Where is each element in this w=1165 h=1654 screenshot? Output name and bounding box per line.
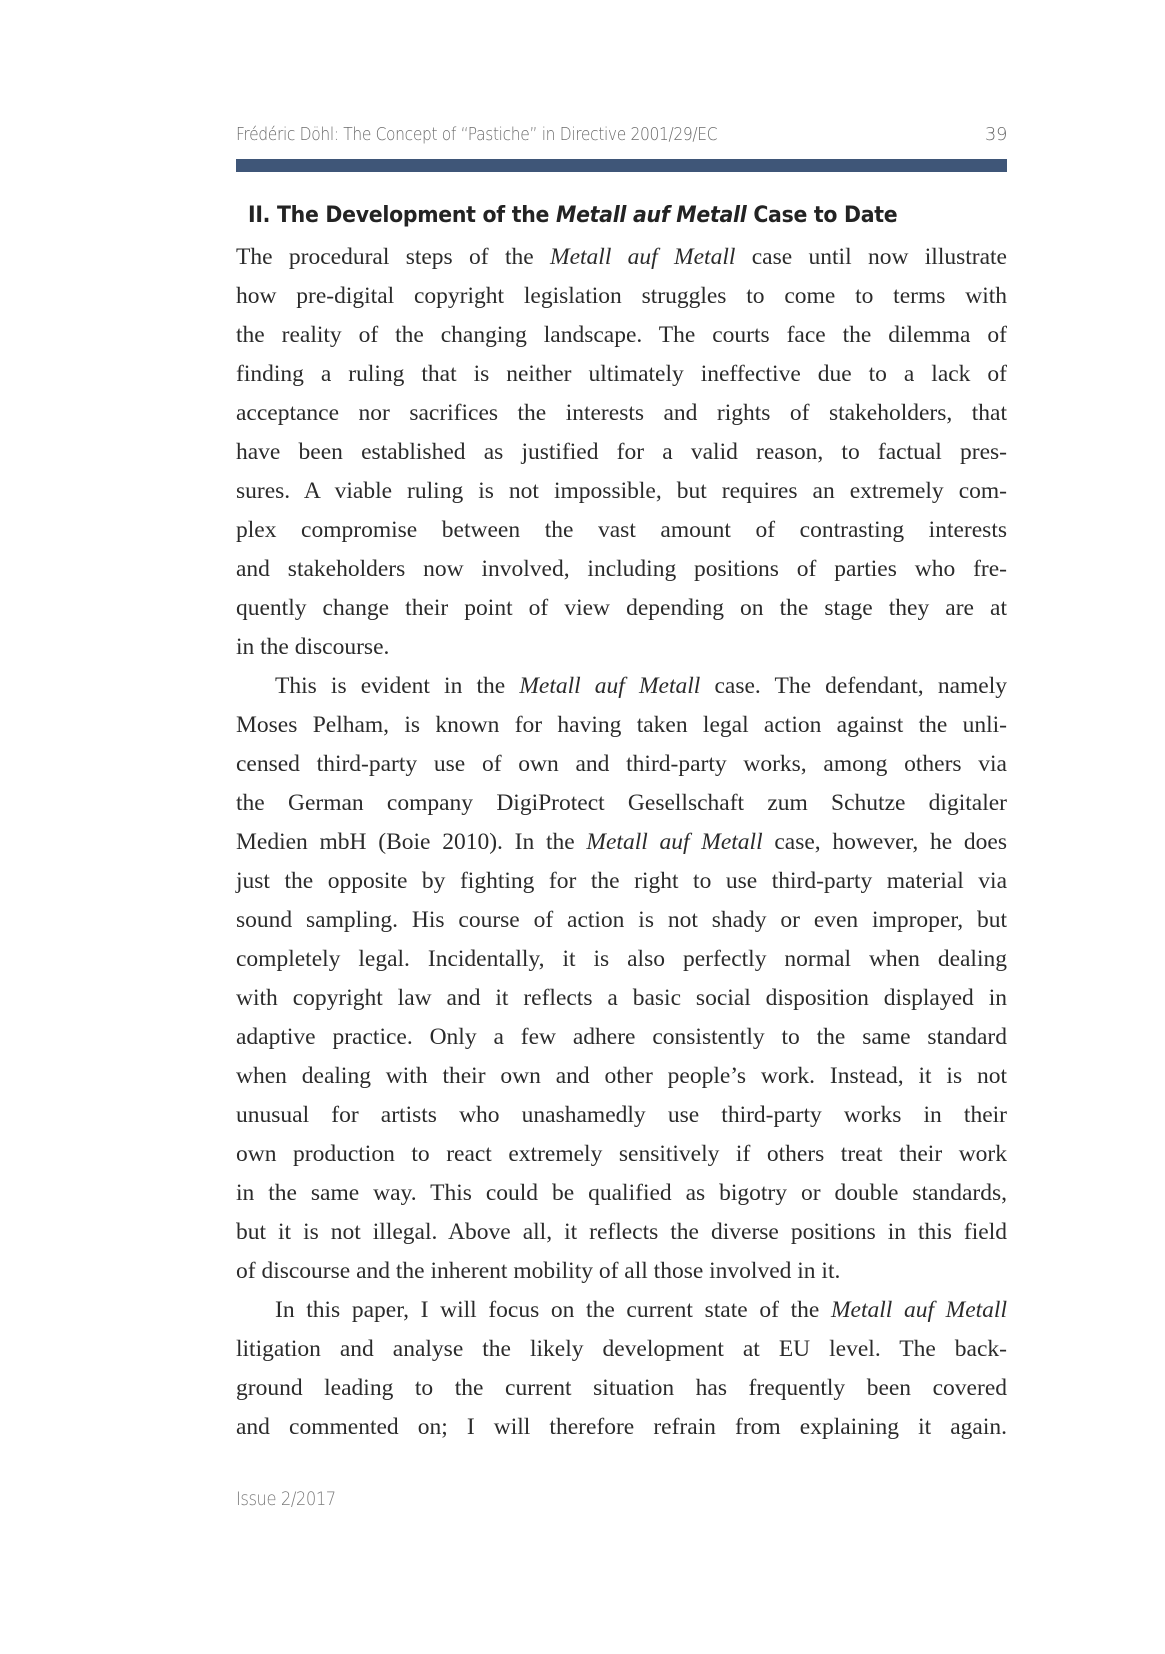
text-run: but it is not illegal. Above all, it reflects the diverse positions in this field	[236, 1219, 1007, 1245]
text-run: unusual for artists who unashamedly use third-party works in their	[236, 1102, 1007, 1128]
text-line	[236, 1135, 1007, 1174]
text-line	[236, 1369, 1007, 1408]
text-run: sures. A viable ruling is not impossible, but requires an extremely com-	[236, 478, 1007, 504]
section-heading-italic: Metall auf Metall	[555, 203, 747, 228]
text-run: acceptance nor sacrifices the interests and rights of stakeholders, that	[236, 400, 1007, 426]
text-line	[236, 1408, 1007, 1447]
text-run: Medien mbH (Boie 2010). In the	[236, 829, 587, 855]
text-line	[236, 862, 1007, 901]
text-run: In this paper, I will focus on the current state of the	[275, 1297, 831, 1323]
text-run: in the same way. This could be qualified as bigotry or double standards,	[236, 1180, 1007, 1206]
page-number: 39	[984, 124, 1007, 145]
text-run: in the discourse.	[236, 634, 390, 660]
text-line	[236, 1018, 1007, 1057]
text-line	[236, 1330, 1007, 1369]
text-line	[236, 511, 1007, 550]
text-line	[236, 550, 1007, 589]
text-run: of discourse and the inherent mobility of all those involved in it.	[236, 1258, 841, 1284]
text-run: own production to react extremely sensitively if others treat their work	[236, 1141, 1007, 1167]
text-line	[236, 940, 1007, 979]
text-run: finding a ruling that is neither ultimately ineffective due to a lack of	[236, 361, 1007, 387]
text-run: case until now illustrate	[735, 244, 1007, 270]
italic-text: Metall auf Metall	[830, 1297, 1007, 1323]
text-run: how pre-digital copyright legislation struggles to come to terms with	[236, 283, 1007, 309]
text-run: quently change their point of view depending on the stage they are at	[236, 595, 1007, 621]
text-line	[236, 667, 1007, 706]
section-heading-prefix: II. The Development of the	[248, 203, 556, 228]
text-run: just the opposite by fighting for the right to use third-party material via	[236, 868, 1007, 894]
text-run: sound sampling. His course of action is not shady or even improper, but	[236, 907, 1007, 933]
text-run: censed third-party use of own and third-party works, among others via	[236, 751, 1007, 777]
text-line	[236, 589, 1007, 628]
text-line	[236, 277, 1007, 316]
text-line	[236, 823, 1007, 862]
text-run: case, however, he does	[762, 829, 1007, 855]
text-line	[236, 1252, 1007, 1291]
text-line	[236, 394, 1007, 433]
text-line	[236, 979, 1007, 1018]
text-run: with copyright law and it reflects a basic social disposition displayed in	[236, 985, 1007, 1011]
text-run: The procedural steps of the	[236, 244, 550, 270]
italic-text: Metall auf Metall	[519, 673, 701, 699]
text-run: have been established as justified for a valid reason, to factual pres-	[236, 439, 1007, 465]
text-run: when dealing with their own and other people’s work. Instead, it is not	[236, 1063, 1007, 1089]
text-run: litigation and analyse the likely development at EU level. The back-	[236, 1336, 1007, 1362]
text-line	[236, 628, 1007, 667]
text-run: completely legal. Incidentally, it is also perfectly normal when dealing	[236, 946, 1007, 972]
text-line	[236, 316, 1007, 355]
text-run: This is evident in the	[275, 673, 520, 699]
text-line	[236, 1291, 1007, 1330]
running-head	[236, 124, 1007, 150]
text-line	[236, 1213, 1007, 1252]
text-line	[236, 355, 1007, 394]
footer-issue: Issue 2/2017	[236, 1488, 336, 1510]
text-run: the reality of the changing landscape. The courts face the dilemma of	[236, 322, 1007, 348]
text-line	[236, 706, 1007, 745]
paragraph	[236, 1291, 1007, 1447]
text-line	[236, 1057, 1007, 1096]
text-run: adaptive practice. Only a few adhere consistently to the same standard	[236, 1024, 1007, 1050]
body-text	[236, 238, 1007, 1447]
paragraph	[236, 238, 1007, 667]
italic-text: Metall auf Metall	[550, 244, 736, 270]
text-run: and stakeholders now involved, including positions of parties who fre-	[236, 556, 1007, 582]
section-heading-suffix: Case to Date	[746, 203, 898, 228]
text-line	[236, 1096, 1007, 1135]
text-line	[236, 1174, 1007, 1213]
text-line	[236, 745, 1007, 784]
text-line	[236, 784, 1007, 823]
text-run: ground leading to the current situation has frequently been covered	[236, 1375, 1007, 1401]
section-heading	[248, 203, 897, 228]
text-line	[236, 472, 1007, 511]
paragraph	[236, 667, 1007, 1291]
text-line	[236, 433, 1007, 472]
text-run: Moses Pelham, is known for having taken legal action against the unli-	[236, 712, 1007, 738]
text-run: case. The defendant, namely	[700, 673, 1007, 699]
header-rule	[236, 159, 1007, 172]
text-line	[236, 238, 1007, 277]
text-run: the German company DigiProtect Gesellschaft zum Schutze digitaler	[236, 790, 1007, 816]
text-line	[236, 901, 1007, 940]
running-head-title: Frédéric Döhl: The Concept of “Pastiche” in Directive 2001/29/EC	[236, 124, 718, 145]
italic-text: Metall auf Metall	[586, 829, 763, 855]
text-run: and commented on; I will therefore refrain from explaining it again.	[236, 1414, 1007, 1440]
text-run: plex compromise between the vast amount of contrasting interests	[236, 517, 1007, 543]
